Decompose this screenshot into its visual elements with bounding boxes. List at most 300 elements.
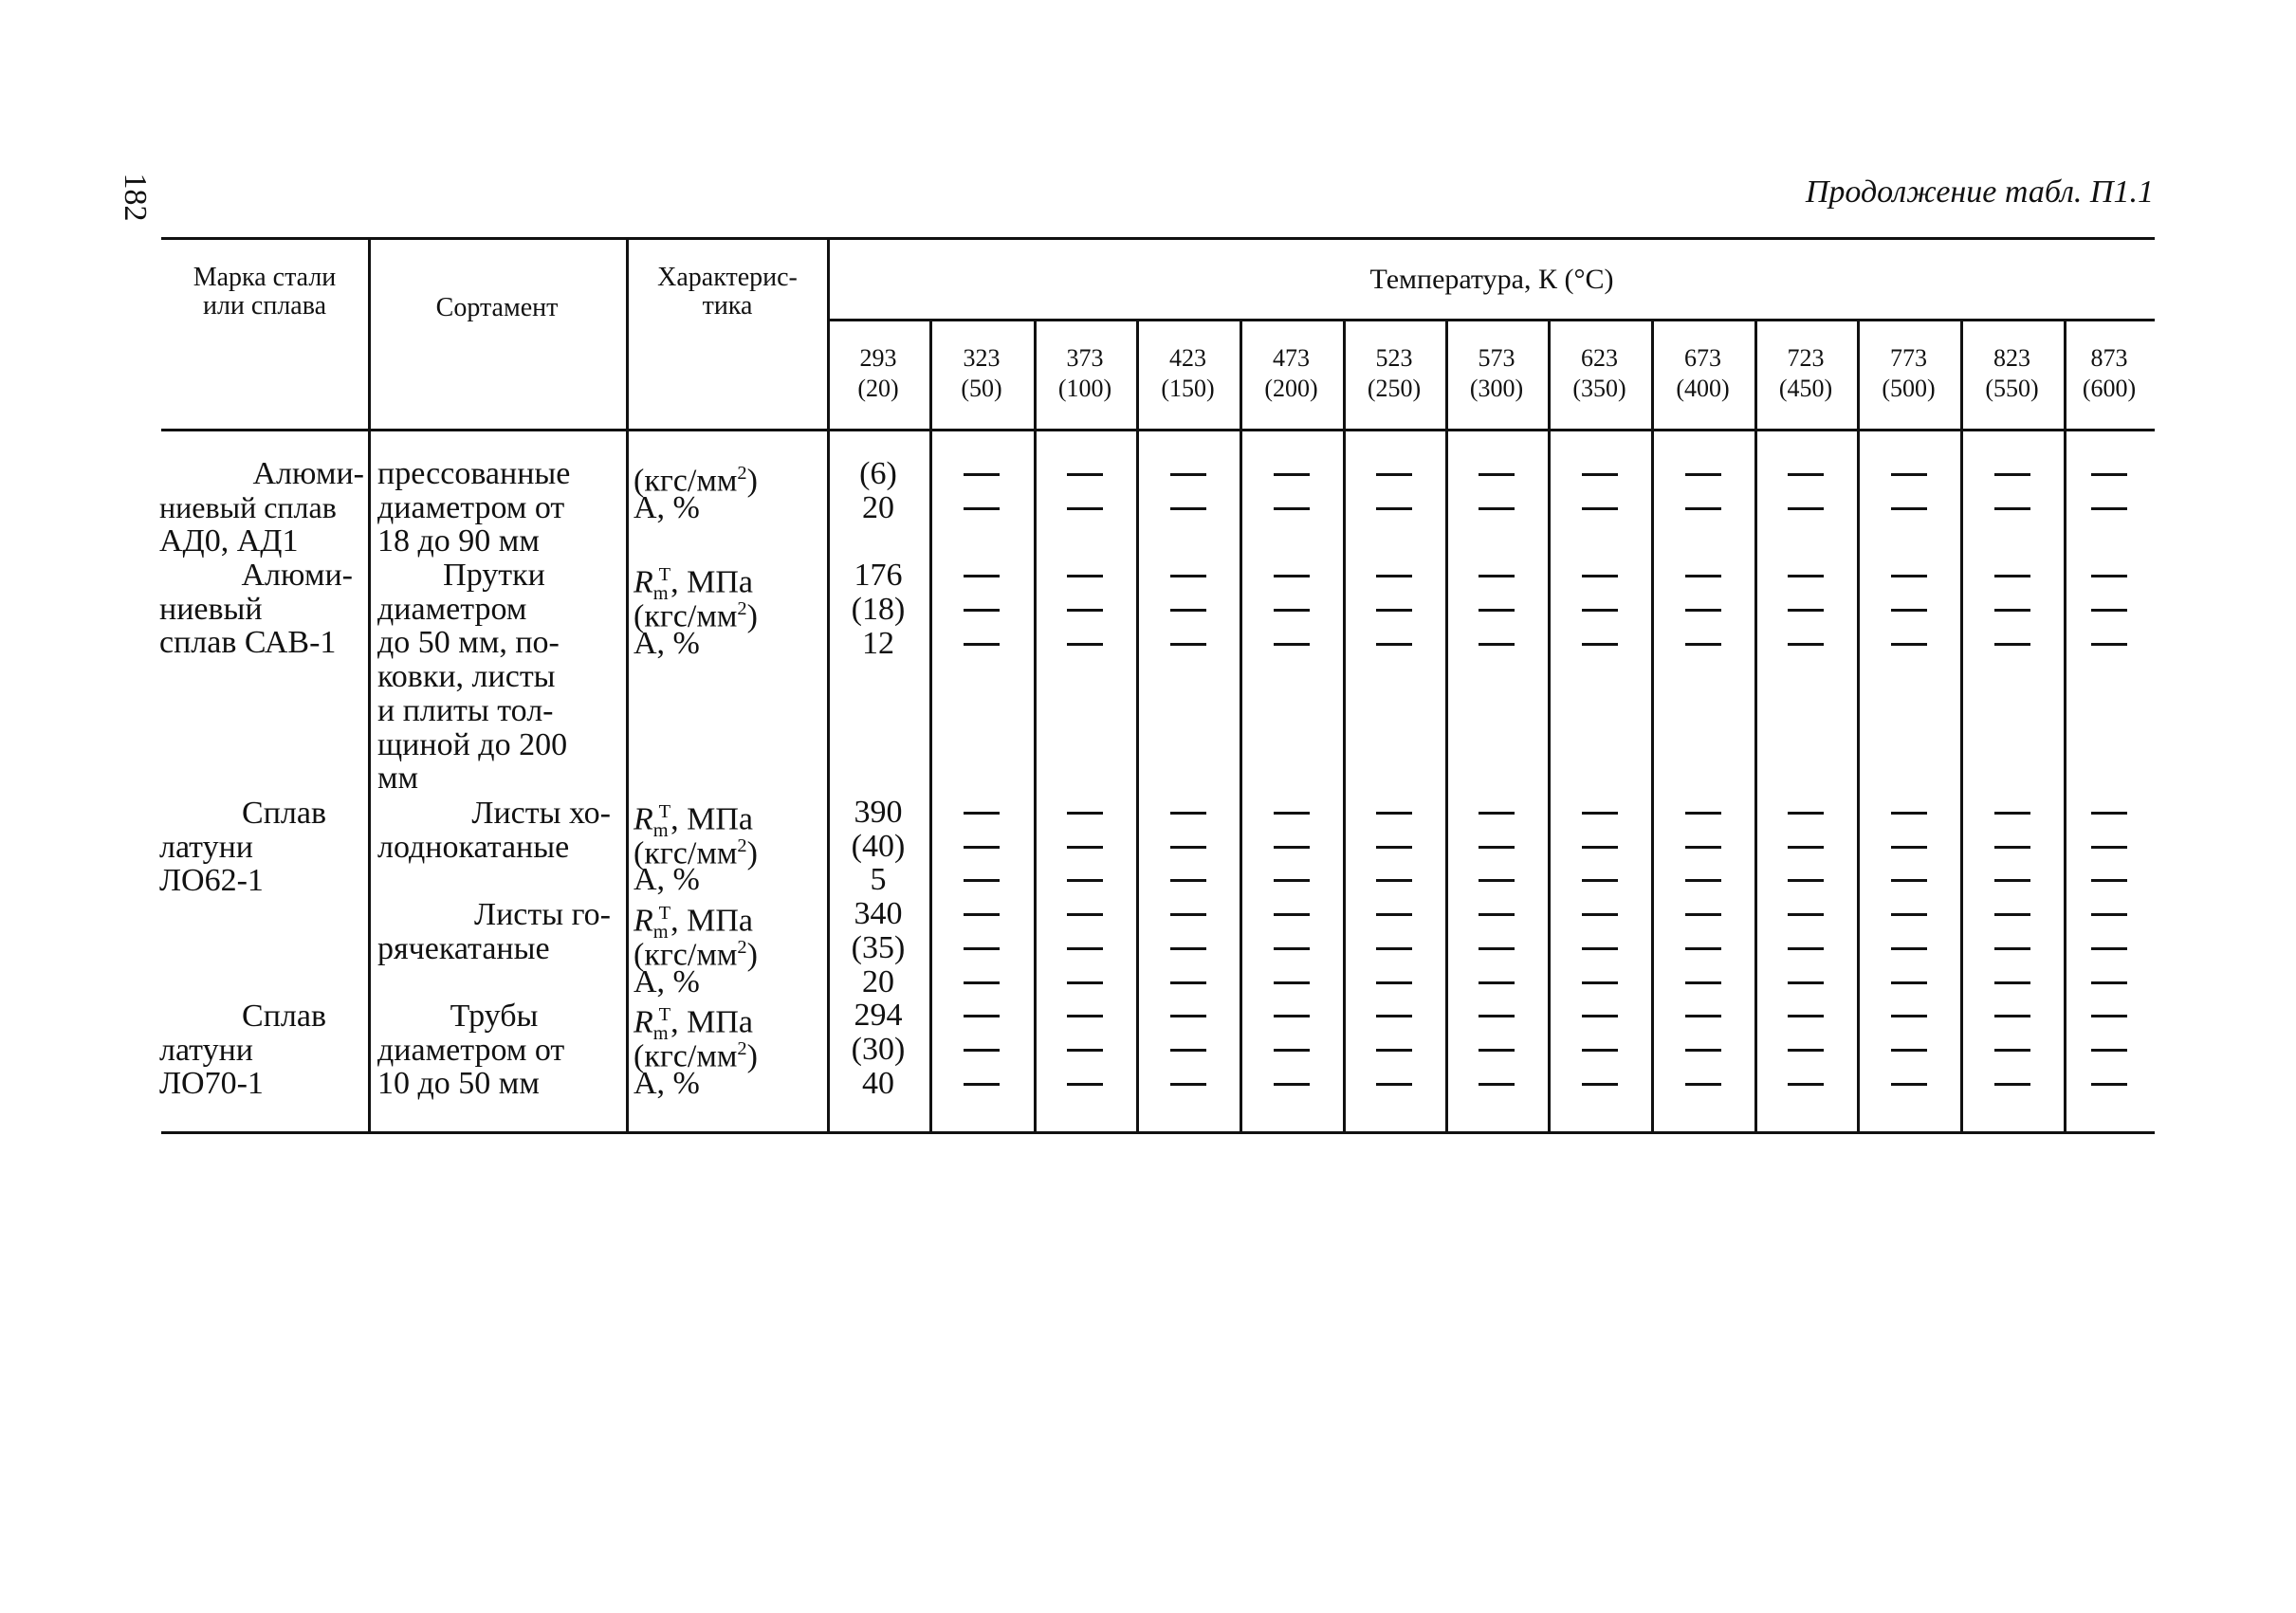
- rm-superscript: T: [658, 903, 671, 925]
- dash-mark: [1788, 473, 1824, 476]
- no-data-dash: [2064, 643, 2155, 646]
- no-data-dash: [2064, 1049, 2155, 1052]
- dash-mark: [2091, 473, 2127, 476]
- no-data-dash: [929, 609, 1034, 612]
- temperature-header: [827, 343, 929, 404]
- no-data-dash: [929, 1015, 1034, 1017]
- dash-mark: [1479, 1083, 1515, 1086]
- dash-mark: [1994, 947, 2030, 950]
- no-data-dash: [1445, 507, 1548, 510]
- no-data-dash: [1136, 1049, 1240, 1052]
- dash-mark: [1067, 507, 1103, 510]
- dash-mark: [1891, 846, 1927, 849]
- no-data-dash: [1136, 1015, 1240, 1017]
- value-293: (6): [859, 456, 897, 491]
- no-data-dash: [1651, 1015, 1754, 1017]
- no-data-dash: [1548, 1049, 1651, 1052]
- dash-mark: [1479, 981, 1515, 984]
- value-293: 340: [854, 896, 903, 932]
- dash-mark: [964, 643, 1000, 646]
- characteristic-rm: $R_m^T$, МПа: [634, 801, 754, 842]
- no-data-dash: [1136, 507, 1240, 510]
- dash-mark: [1685, 812, 1721, 815]
- sortament-line: лоднокатаные: [377, 829, 570, 865]
- temperature-kelvin: 523: [1375, 344, 1413, 372]
- dash-mark: [1376, 1049, 1412, 1052]
- dash-mark: [1685, 1049, 1721, 1052]
- dash-mark: [1891, 507, 1927, 510]
- dash-mark: [1376, 575, 1412, 577]
- dash-mark: [1788, 846, 1824, 849]
- dash-mark: [1170, 1083, 1206, 1086]
- no-data-dash: [929, 1083, 1034, 1086]
- no-data-dash: [1548, 947, 1651, 950]
- no-data-dash: [1960, 846, 2064, 849]
- no-data-dash: [1548, 812, 1651, 815]
- dash-mark: [1685, 643, 1721, 646]
- value-293: 176: [854, 558, 903, 594]
- value-293: 40: [862, 1065, 894, 1101]
- no-data-dash: [929, 643, 1034, 646]
- header-material: [163, 264, 366, 321]
- dash-mark: [1479, 913, 1515, 916]
- temperature-celsius: (250): [1367, 375, 1422, 402]
- no-data-dash: [1754, 947, 1857, 950]
- no-data-dash: [1136, 473, 1240, 476]
- dash-mark: [1994, 473, 2030, 476]
- temperature-header: [1960, 343, 2064, 404]
- no-data-dash: [1034, 507, 1136, 510]
- material-line: латуни: [159, 829, 253, 865]
- dash-mark: [2091, 1049, 2127, 1052]
- rm-subscript: m: [652, 922, 669, 944]
- dash-mark: [1067, 1015, 1103, 1017]
- dash-mark: [1479, 609, 1515, 612]
- sortament-line: до 50 мм, по-: [377, 625, 560, 661]
- dash-mark: [1274, 609, 1310, 612]
- no-data-dash: [1548, 643, 1651, 646]
- no-data-dash: [1343, 507, 1445, 510]
- no-data-dash: [1034, 947, 1136, 950]
- no-data-dash: [929, 507, 1034, 510]
- dash-mark: [2091, 981, 2127, 984]
- dash-mark: [1479, 1015, 1515, 1017]
- temperature-celsius: (450): [1778, 375, 1833, 402]
- dash-mark: [1891, 812, 1927, 815]
- dash-mark: [964, 879, 1000, 882]
- no-data-dash: [1651, 473, 1754, 476]
- no-data-dash: [1960, 507, 2064, 510]
- material-line: ниевый сплав: [159, 489, 337, 524]
- no-data-dash: [1651, 947, 1754, 950]
- table-caption: Продолжение табл. П1.1: [1805, 174, 2154, 210]
- dash-mark: [1582, 846, 1618, 849]
- dash-mark: [1376, 473, 1412, 476]
- dash-mark: [1479, 879, 1515, 882]
- no-data-dash: [1136, 812, 1240, 815]
- page-number: 182: [118, 173, 153, 222]
- column-divider: [1240, 321, 1242, 1132]
- dash-mark: [1582, 947, 1618, 950]
- dash-mark: [1891, 913, 1927, 916]
- characteristic-elongation: A, %: [634, 625, 700, 661]
- dash-mark: [1376, 507, 1412, 510]
- dash-mark: [964, 981, 1000, 984]
- no-data-dash: [1343, 947, 1445, 950]
- dash-mark: [1891, 473, 1927, 476]
- dash-mark: [1479, 507, 1515, 510]
- no-data-dash: [2064, 473, 2155, 476]
- no-data-dash: [1857, 1083, 1960, 1086]
- characteristic-rm: $R_m^T$, МПа: [634, 1004, 754, 1045]
- material-line: ниевый: [159, 591, 263, 627]
- dash-mark: [1479, 846, 1515, 849]
- no-data-dash: [1034, 981, 1136, 984]
- dash-mark: [1376, 879, 1412, 882]
- temperature-subheader-rule: [827, 319, 2155, 321]
- material-line: латуни: [159, 1032, 253, 1068]
- dash-mark: [1582, 879, 1618, 882]
- no-data-dash: [1445, 1015, 1548, 1017]
- no-data-dash: [1857, 1049, 1960, 1052]
- dash-mark: [1994, 913, 2030, 916]
- no-data-dash: [2064, 913, 2155, 916]
- dash-mark: [1582, 575, 1618, 577]
- table-bottom-rule: [161, 1131, 2155, 1134]
- no-data-dash: [1651, 846, 1754, 849]
- material-line: АД0, АД1: [159, 523, 299, 559]
- dash-mark: [1479, 812, 1515, 815]
- temperature-kelvin: 823: [1993, 344, 2030, 372]
- no-data-dash: [1445, 473, 1548, 476]
- header-bottom-rule: [161, 429, 2155, 431]
- no-data-dash: [1548, 473, 1651, 476]
- column-divider: [626, 239, 629, 1132]
- no-data-dash: [1651, 1049, 1754, 1052]
- no-data-dash: [1240, 575, 1343, 577]
- value-293: 390: [854, 795, 903, 830]
- no-data-dash: [1857, 947, 1960, 950]
- temperature-kelvin: 573: [1478, 344, 1515, 372]
- no-data-dash: [1857, 981, 1960, 984]
- no-data-dash: [1240, 947, 1343, 950]
- temperature-header: [1034, 343, 1136, 404]
- dash-mark: [1582, 609, 1618, 612]
- temperature-celsius: (200): [1264, 375, 1318, 402]
- no-data-dash: [1240, 981, 1343, 984]
- no-data-dash: [1240, 812, 1343, 815]
- sortament-tubes: [377, 999, 611, 1101]
- no-data-dash: [1034, 812, 1136, 815]
- column-divider: [1754, 321, 1757, 1132]
- characteristic-elongation: A, %: [634, 1065, 700, 1101]
- dash-mark: [1170, 846, 1206, 849]
- dash-mark: [1788, 947, 1824, 950]
- dash-mark: [1376, 947, 1412, 950]
- temperature-header: [1240, 343, 1343, 404]
- dash-mark: [1170, 1015, 1206, 1017]
- dash-mark: [1994, 879, 2030, 882]
- dash-mark: [1788, 1015, 1824, 1017]
- rm-symbol: R: [634, 801, 653, 837]
- no-data-dash: [1034, 643, 1136, 646]
- dash-mark: [1582, 643, 1618, 646]
- dash-mark: [1170, 473, 1206, 476]
- no-data-dash: [1034, 575, 1136, 577]
- no-data-dash: [929, 913, 1034, 916]
- dash-mark: [1788, 879, 1824, 882]
- dash-mark: [1685, 947, 1721, 950]
- no-data-dash: [1960, 473, 2064, 476]
- no-data-dash: [1445, 812, 1548, 815]
- no-data-dash: [929, 947, 1034, 950]
- sortament-cold-rolled: [377, 797, 611, 864]
- no-data-dash: [929, 575, 1034, 577]
- temperature-celsius: (550): [1985, 375, 2039, 402]
- column-divider: [2064, 321, 2066, 1132]
- dash-mark: [2091, 812, 2127, 815]
- dash-mark: [1891, 1015, 1927, 1017]
- dash-mark: [1274, 575, 1310, 577]
- column-divider: [1651, 321, 1654, 1132]
- dash-mark: [1274, 1083, 1310, 1086]
- characteristic-kgf: $(кгс/мм^2)$: [634, 1037, 758, 1074]
- column-divider: [1034, 321, 1037, 1132]
- material-line: Сплав: [242, 796, 326, 831]
- no-data-dash: [2064, 947, 2155, 950]
- no-data-dash: [1136, 1083, 1240, 1086]
- dash-mark: [1891, 1049, 1927, 1052]
- no-data-dash: [1754, 1083, 1857, 1086]
- no-data-dash: [1136, 609, 1240, 612]
- no-data-dash: [1445, 575, 1548, 577]
- material-line: ЛО70-1: [159, 1066, 264, 1102]
- no-data-dash: [1754, 1015, 1857, 1017]
- no-data-dash: [1445, 1049, 1548, 1052]
- kgf-superscript: 2: [737, 936, 747, 958]
- no-data-dash: [1960, 947, 2064, 950]
- dash-mark: [1274, 812, 1310, 815]
- dash-mark: [1891, 609, 1927, 612]
- no-data-dash: [1343, 609, 1445, 612]
- temperature-header: [1548, 343, 1651, 404]
- dash-mark: [1067, 1083, 1103, 1086]
- dash-mark: [1788, 643, 1824, 646]
- no-data-dash: [1136, 947, 1240, 950]
- dash-mark: [1479, 643, 1515, 646]
- temperature-kelvin: 373: [1066, 344, 1104, 372]
- no-data-dash: [1651, 507, 1754, 510]
- value-293: (30): [851, 1031, 906, 1067]
- dash-mark: [1376, 846, 1412, 849]
- column-divider: [368, 239, 371, 1132]
- column-divider: [1445, 321, 1448, 1132]
- no-data-dash: [1136, 913, 1240, 916]
- dash-mark: [1891, 643, 1927, 646]
- rm-subscript: m: [652, 583, 669, 605]
- no-data-dash: [1445, 1083, 1548, 1086]
- sortament-line: Листы хо-: [471, 796, 611, 831]
- no-data-dash: [1034, 1015, 1136, 1017]
- dash-mark: [1582, 507, 1618, 510]
- dash-mark: [1067, 575, 1103, 577]
- no-data-dash: [1136, 643, 1240, 646]
- dash-mark: [1067, 879, 1103, 882]
- header-material-line: Марка стали: [193, 263, 337, 292]
- dash-mark: [1685, 846, 1721, 849]
- rm-superscript: T: [658, 1004, 671, 1026]
- dash-mark: [1788, 507, 1824, 510]
- value-293: 12: [862, 625, 894, 661]
- no-data-dash: [1136, 879, 1240, 882]
- dash-mark: [1170, 1049, 1206, 1052]
- dash-mark: [1994, 1015, 2030, 1017]
- dash-mark: [1274, 947, 1310, 950]
- dash-mark: [964, 1015, 1000, 1017]
- temperature-kelvin: 623: [1581, 344, 1618, 372]
- dash-mark: [1994, 846, 2030, 849]
- temperature-kelvin: 773: [1890, 344, 1927, 372]
- dash-mark: [1582, 1049, 1618, 1052]
- dash-mark: [1685, 609, 1721, 612]
- dash-mark: [1582, 1015, 1618, 1017]
- dash-mark: [1170, 507, 1206, 510]
- dash-mark: [1582, 1083, 1618, 1086]
- no-data-dash: [1857, 812, 1960, 815]
- dash-mark: [1788, 981, 1824, 984]
- dash-mark: [1891, 575, 1927, 577]
- no-data-dash: [1754, 575, 1857, 577]
- no-data-dash: [1240, 507, 1343, 510]
- temperature-kelvin: 293: [859, 344, 897, 372]
- table-top-rule: [161, 237, 2155, 240]
- temperature-celsius: (400): [1676, 375, 1730, 402]
- dash-mark: [1170, 643, 1206, 646]
- dash-mark: [964, 812, 1000, 815]
- value-293: (40): [851, 828, 906, 864]
- no-data-dash: [1034, 1083, 1136, 1086]
- column-divider: [1343, 321, 1346, 1132]
- dash-mark: [2091, 575, 2127, 577]
- dash-mark: [1376, 609, 1412, 612]
- dash-mark: [1479, 947, 1515, 950]
- no-data-dash: [1240, 643, 1343, 646]
- no-data-dash: [1240, 1049, 1343, 1052]
- dash-mark: [1274, 981, 1310, 984]
- temperature-header: [1651, 343, 1754, 404]
- dash-mark: [2091, 507, 2127, 510]
- dash-mark: [2091, 643, 2127, 646]
- material-ad0: [159, 457, 364, 559]
- value-293: 20: [862, 489, 894, 525]
- dash-mark: [1479, 473, 1515, 476]
- dash-mark: [1479, 1049, 1515, 1052]
- rm-symbol: R: [634, 564, 653, 600]
- no-data-dash: [1445, 609, 1548, 612]
- no-data-dash: [1651, 575, 1754, 577]
- column-divider: [1136, 321, 1139, 1132]
- no-data-dash: [1651, 1083, 1754, 1086]
- dash-mark: [1479, 575, 1515, 577]
- no-data-dash: [2064, 812, 2155, 815]
- dash-mark: [1891, 981, 1927, 984]
- dash-mark: [1376, 981, 1412, 984]
- dash-mark: [1274, 507, 1310, 510]
- rm-subscript: m: [652, 1023, 669, 1045]
- dash-mark: [1994, 1049, 2030, 1052]
- no-data-dash: [1960, 1083, 2064, 1086]
- dash-mark: [964, 575, 1000, 577]
- value-293: 294: [854, 998, 903, 1034]
- dash-mark: [964, 1049, 1000, 1052]
- no-data-dash: [1548, 609, 1651, 612]
- no-data-dash: [1343, 1083, 1445, 1086]
- no-data-dash: [1960, 1049, 2064, 1052]
- no-data-dash: [929, 846, 1034, 849]
- dash-mark: [2091, 913, 2127, 916]
- characteristic-kgf: $(кгс/мм^2)$: [634, 597, 758, 634]
- dash-mark: [1685, 913, 1721, 916]
- dash-mark: [1170, 947, 1206, 950]
- dash-mark: [1582, 473, 1618, 476]
- sortament-pressed: [377, 457, 611, 559]
- no-data-dash: [2064, 507, 2155, 510]
- column-divider: [1548, 321, 1551, 1132]
- dash-mark: [1067, 846, 1103, 849]
- dash-mark: [1685, 1083, 1721, 1086]
- sortament-line: 10 до 50 мм: [377, 1066, 540, 1102]
- dash-mark: [964, 609, 1000, 612]
- no-data-dash: [1754, 507, 1857, 510]
- characteristic-rm: $R_m^T$, МПа: [634, 903, 754, 944]
- no-data-dash: [2064, 575, 2155, 577]
- column-divider: [929, 321, 932, 1132]
- no-data-dash: [2064, 1015, 2155, 1017]
- dash-mark: [1376, 1015, 1412, 1017]
- dash-mark: [1170, 913, 1206, 916]
- no-data-dash: [1857, 507, 1960, 510]
- no-data-dash: [1651, 879, 1754, 882]
- no-data-dash: [1857, 575, 1960, 577]
- dash-mark: [1274, 1049, 1310, 1052]
- dash-mark: [1376, 812, 1412, 815]
- dash-mark: [1788, 1049, 1824, 1052]
- temperature-header: [1343, 343, 1445, 404]
- dash-mark: [1685, 1015, 1721, 1017]
- no-data-dash: [1960, 1015, 2064, 1017]
- dash-mark: [1274, 473, 1310, 476]
- no-data-dash: [1240, 879, 1343, 882]
- no-data-dash: [1754, 609, 1857, 612]
- temperature-celsius: (50): [961, 375, 1002, 402]
- no-data-dash: [1857, 473, 1960, 476]
- no-data-dash: [1034, 1049, 1136, 1052]
- no-data-dash: [929, 879, 1034, 882]
- characteristic-rm: $R_m^T$, МПа: [634, 564, 754, 605]
- no-data-dash: [1651, 913, 1754, 916]
- dash-mark: [1788, 609, 1824, 612]
- material-line: Алюми-: [241, 558, 353, 593]
- characteristic-elongation: A, %: [634, 963, 700, 999]
- sortament-line: прессованные: [377, 456, 571, 491]
- dash-mark: [1685, 879, 1721, 882]
- sortament-line: Прутки: [443, 558, 545, 593]
- dash-mark: [964, 947, 1000, 950]
- material-sav1: [159, 559, 353, 660]
- dash-mark: [1274, 846, 1310, 849]
- characteristic-kgf: $(кгс/мм^2)$: [634, 936, 758, 973]
- header-characteristic: [628, 264, 827, 321]
